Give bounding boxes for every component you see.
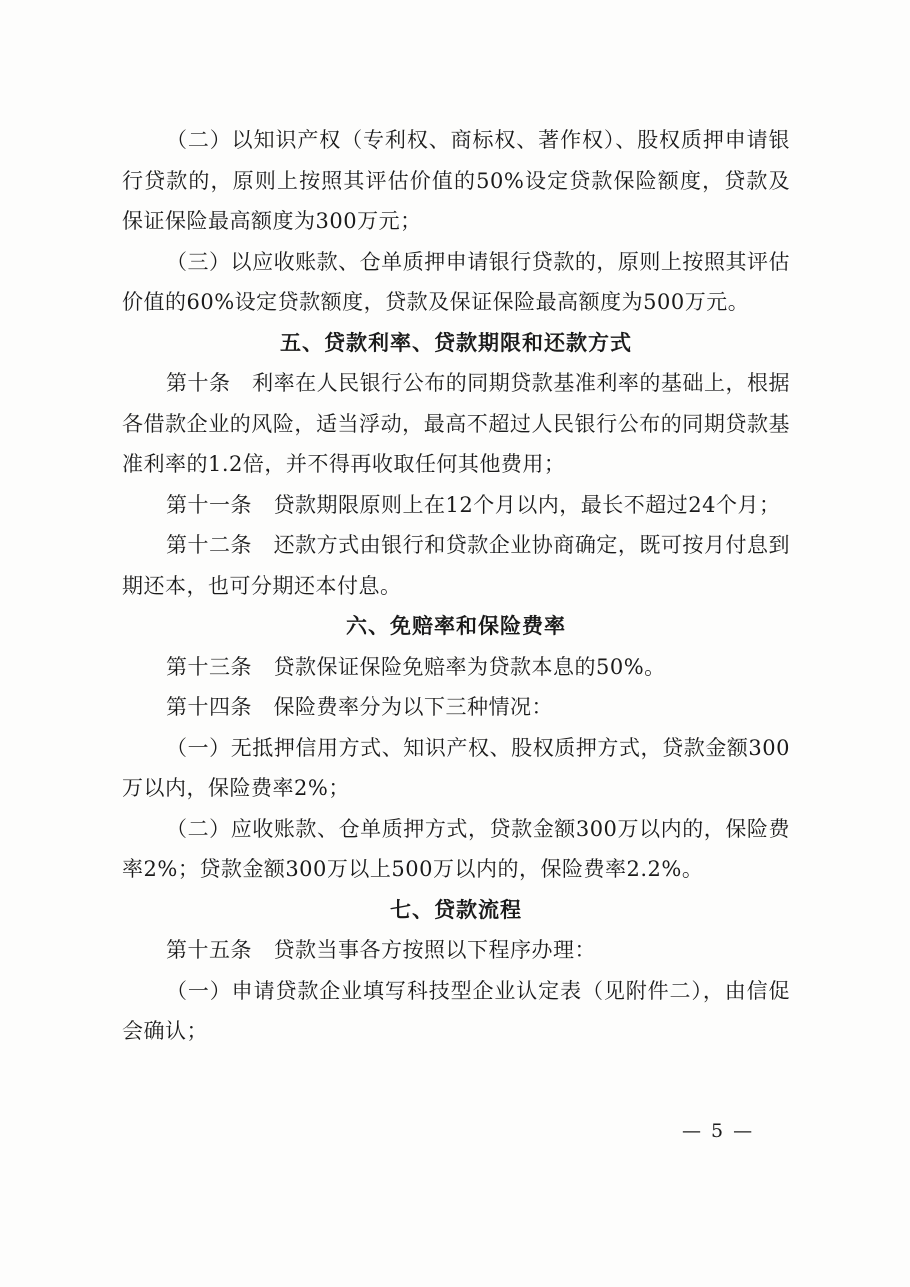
- section-heading-5: 五、贷款利率、贷款期限和还款方式: [280, 329, 632, 355]
- paragraph-article-15-1: （一）申请贷款企业填写科技型企业认定表（见附件二），由信促会确认；: [122, 978, 790, 1043]
- paragraph-article-10: 第十条 利率在人民银行公布的同期贷款基准利率的基础上，根据各借款企业的风险，适当浮动，最高不超过人民银行公布的同期贷款基准利率的1.2倍，并不得再收取任何其他费用；: [122, 371, 790, 476]
- document-body: [122, 120, 790, 1052]
- paragraph-article-12: 第十二条 还款方式由银行和贷款企业协商确定，既可按月付息到期还本，也可分期还本付息。: [122, 533, 790, 598]
- paragraph-article-14-1: （一）无抵押信用方式、知识产权、股权质押方式，贷款金额300万以内，保险费率2%；: [122, 735, 790, 800]
- section-heading-7: 七、贷款流程: [390, 896, 522, 922]
- section-heading-6: 六、免赔率和保险费率: [346, 613, 566, 638]
- paragraph-clause-4-3: （三）以应收账款、仓单质押申请银行贷款的，原则上按照其评估价值的60%设定贷款额度，贷款及保证保险最高额度为500万元。: [122, 249, 790, 314]
- page-number: — 5 —: [682, 1120, 755, 1142]
- paragraph-article-13: 第十三条 贷款保证保险免赔率为贷款本息的50%。: [166, 654, 666, 679]
- paragraph-article-14-2: （二）应收账款、仓单质押方式，贷款金额300万以内的，保险费率2%；贷款金额300万以上500万以内的，保险费率2.2%。: [122, 816, 790, 881]
- paragraph-article-11: 第十一条 贷款期限原则上在12个月以内，最长不超过24个月；: [166, 492, 781, 517]
- paragraph-clause-4-2: （二）以知识产权（专利权、商标权、著作权）、股权质押申请银行贷款的，原则上按照其评估价值的50%设定贷款保险额度，贷款及保证保险最高额度为300万元；: [122, 128, 790, 233]
- paragraph-article-15: 第十五条 贷款当事各方按照以下程序办理：: [166, 938, 596, 962]
- paragraph-article-14: 第十四条 保险费率分为以下三种情况：: [166, 695, 553, 719]
